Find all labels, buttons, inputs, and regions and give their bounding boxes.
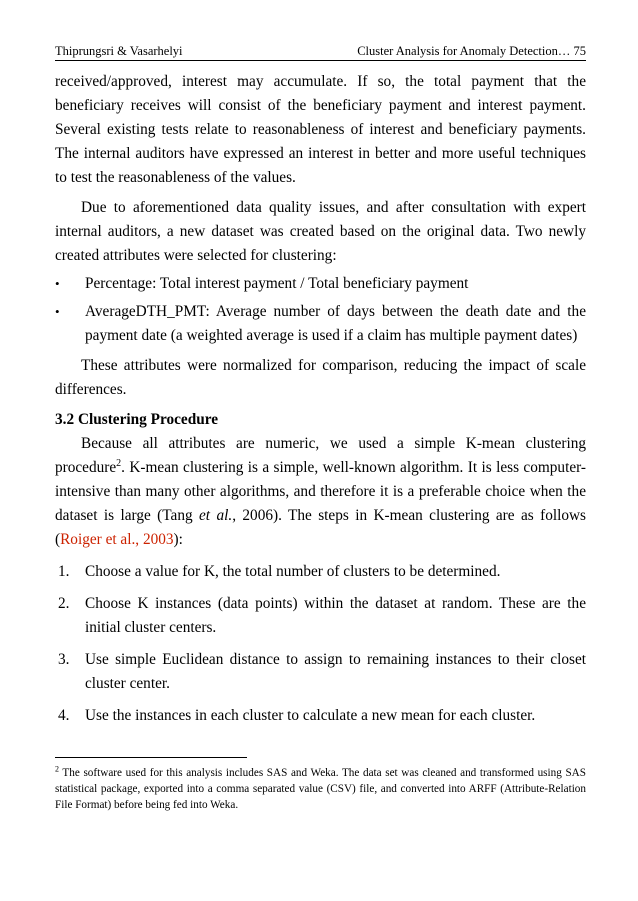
list-item: [55, 592, 586, 640]
bullet-icon: •: [55, 304, 60, 319]
text-run: Because all attributes are numeric, we used a simple K-mean clustering procedure: [55, 435, 586, 476]
running-header: [55, 42, 586, 61]
footnote-text: The software used for this analysis includes SAS and Weka. The data set was cleaned and transformed using SAS statistical package, exported into a comma separated value (CSV) file, and converted into ARFF (Attribute-Relation File Format) before being fed into Weka.: [55, 767, 586, 811]
footnote-marker[interactable]: 2: [116, 457, 122, 469]
step-text: Use simple Euclidean distance to assign to remaining instances to their closet cluster center.: [85, 651, 586, 692]
text-run: , 2006). The steps in K-mean clustering are as follows (: [55, 507, 586, 548]
body-text: [55, 70, 586, 728]
section-heading: 3.2 Clustering Procedure: [55, 411, 219, 428]
footnote-divider: [55, 757, 247, 758]
footnote-number: 2: [55, 764, 59, 774]
text-run: ):: [173, 531, 183, 548]
paragraph-dataset: Due to aforementioned data quality issues, and after consultation with expert internal auditors, a new dataset was created based on the original data. Two newly created attributes were selected for clustering:: [55, 199, 586, 264]
step-number: 4.: [58, 707, 70, 724]
header-authors: Thiprungsri & Vasarhelyi: [55, 44, 183, 58]
list-item-text: AverageDTH_PMT: Average number of days between the death date and the payment date (a weighted average is used if a claim has multiple payment dates): [85, 303, 586, 344]
bullet-icon: •: [55, 276, 60, 291]
italic-etal: et al.: [199, 507, 233, 524]
header-title-page-number: Cluster Analysis for Anomaly Detection… 75: [357, 44, 586, 58]
step-text: Choose a value for K, the total number of clusters to be determined.: [85, 563, 501, 580]
paragraph-clustering: [55, 432, 586, 552]
step-number: 1.: [58, 563, 70, 580]
paragraph-normalization: These attributes were normalized for comparison, reducing the impact of scale differences.: [55, 357, 586, 398]
step-number: 2.: [58, 595, 70, 612]
citation-link[interactable]: Roiger et al., 2003: [60, 531, 174, 548]
list-item: [55, 272, 586, 296]
list-item: [55, 704, 586, 728]
text-run: . K-mean clustering is a simple, well-known algorithm. It is less computer-intensive than many other algorithms, and therefore it is a preferable choice when the dataset is large (Tang: [55, 459, 586, 524]
list-item: [55, 560, 586, 584]
list-item: [55, 300, 586, 348]
list-item-text: Percentage: Total interest payment / Total beneficiary payment: [85, 275, 469, 292]
kmeans-steps-list: [55, 560, 586, 728]
footnote: [55, 765, 586, 813]
paragraph-continuation: received/approved, interest may accumulate. If so, the total payment that the beneficiary receives will consist of the beneficiary payment and interest payment. Several existing tests relate to reasonableness of interest and beneficiary payments. The internal auditors have expressed an interest in better and more useful techniques to test the reasonableness of the values.: [55, 73, 586, 186]
step-number: 3.: [58, 651, 70, 668]
attribute-list: [55, 272, 586, 348]
step-text: Use the instances in each cluster to calculate a new mean for each cluster.: [85, 707, 536, 724]
step-text: Choose K instances (data points) within the dataset at random. These are the initial cluster centers.: [85, 595, 586, 636]
list-item: [55, 648, 586, 696]
